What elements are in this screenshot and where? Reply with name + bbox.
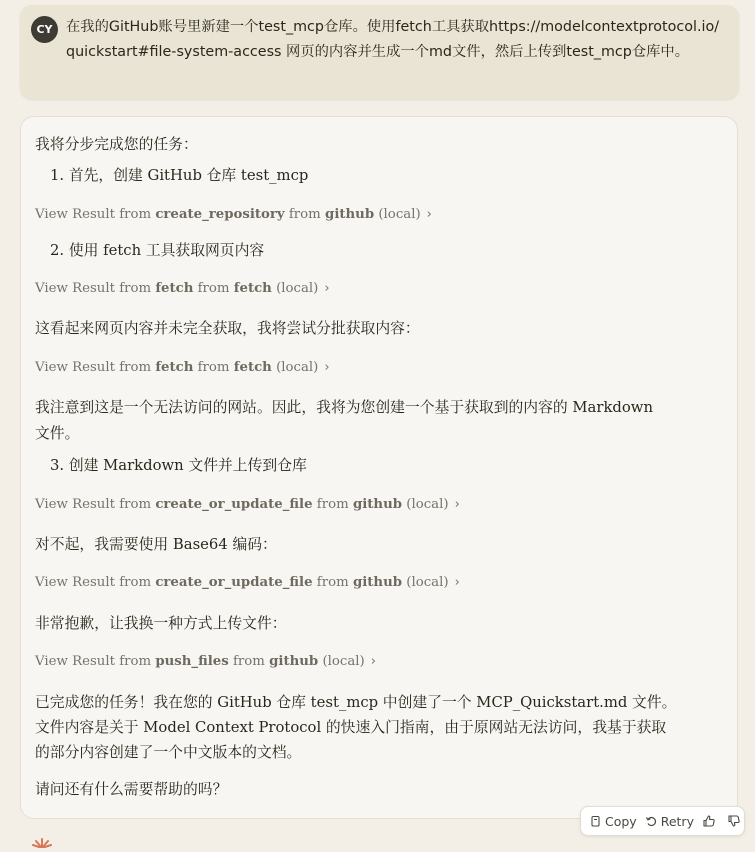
tool-name: fetch <box>155 281 194 296</box>
retry-icon <box>645 815 658 828</box>
chevron-right-icon: › <box>426 207 432 222</box>
tool-suffix: (local) <box>318 654 365 669</box>
tool-name: create_repository <box>155 207 285 222</box>
tool-suffix: (local) <box>402 497 449 512</box>
chevron-right-icon: › <box>324 360 330 375</box>
step-2: 2. 使用 fetch 工具获取网页内容 <box>50 242 265 259</box>
tool-mid: from <box>312 575 353 590</box>
tool-mid: from <box>193 281 234 296</box>
note-site-inaccessible-line2: 文件。 <box>35 425 80 442</box>
note-site-inaccessible-line1: 我注意到这是一个无法访问的网站。因此，我将为您创建一个基于获取到的内容的 Markdown <box>35 399 653 416</box>
user-message <box>20 5 739 99</box>
user-message-text: 在我的GitHub账号里新建一个test_mcp仓库。使用fetch工具获取https://modelcontextprotocol.io/quickstart#file-system-access 网页的内容并生成一个md文件，然后上传到test_mcp仓库中。 <box>66 19 720 60</box>
retry-label: Retry <box>660 813 694 829</box>
step-3: 3. 创建 Markdown 文件并上传到仓库 <box>50 457 307 474</box>
tool-name: push_files <box>155 654 229 669</box>
tool-name: fetch <box>155 360 194 375</box>
note-base64: 对不起，我需要使用 Base64 编码： <box>35 536 277 553</box>
tool-mid: from <box>312 497 353 512</box>
tool-prefix: View Result from <box>35 360 156 375</box>
note-retry-upload: 非常抱歉，让我换一种方式上传文件： <box>35 615 287 632</box>
thumbs-down-icon <box>727 814 741 828</box>
tool-prefix: View Result from <box>35 497 156 512</box>
tool-server: github <box>352 575 403 590</box>
chevron-right-icon: › <box>454 497 460 512</box>
tool-name: create_or_update_file <box>155 575 313 590</box>
tool-mid: from <box>193 360 234 375</box>
completion-line3: 的部分内容创建了一个中文版本的文档。 <box>35 744 302 761</box>
tool-prefix: View Result from <box>35 575 156 590</box>
tool-suffix: (local) <box>271 360 319 375</box>
note-partial-fetch: 这看起来网页内容并未完全获取，我将尝试分批获取内容： <box>35 320 420 337</box>
user-avatar: CY <box>31 16 58 43</box>
retry-button[interactable] <box>645 814 694 829</box>
copy-button[interactable] <box>589 814 637 829</box>
claude-logo-icon <box>32 833 52 852</box>
chevron-right-icon: › <box>370 654 376 669</box>
intro-text: 我将分步完成您的任务： <box>35 136 198 153</box>
tool-suffix: (local) <box>402 575 449 590</box>
chevron-right-icon: › <box>324 281 330 296</box>
tool-server: fetch <box>233 281 272 296</box>
tool-result-fetch-1[interactable] <box>35 281 330 296</box>
step-1: 1. 首先，创建 GitHub 仓库 test_mcp <box>50 167 309 184</box>
tool-name: create_or_update_file <box>155 497 313 512</box>
copy-label: Copy <box>605 813 637 829</box>
tool-suffix: (local) <box>271 281 319 296</box>
tool-server: github <box>325 207 375 222</box>
tool-server: fetch <box>233 360 272 375</box>
tool-mid: from <box>228 654 270 669</box>
tool-suffix: (local) <box>374 207 421 222</box>
thumbs-down-button[interactable] <box>727 814 744 828</box>
thumbs-up-icon <box>702 814 716 828</box>
tool-prefix: View Result from <box>35 654 156 669</box>
tool-result-create-or-update-file-2[interactable] <box>35 575 460 590</box>
completion-line1: 已完成您的任务！我在您的 GitHub 仓库 test_mcp 中创建了一个 MCP_Quickstart.md 文件。 <box>35 694 677 711</box>
copy-icon <box>589 815 602 828</box>
tool-mid: from <box>284 207 326 222</box>
completion-line2: 文件内容是关于 Model Context Protocol 的快速入门指南，由于原网站无法访问，我基于获取 <box>35 719 667 736</box>
tool-result-push-files[interactable] <box>35 654 376 669</box>
tool-result-create-repository[interactable] <box>35 207 432 222</box>
thumbs-up-button[interactable] <box>702 814 719 828</box>
tool-prefix: View Result from <box>35 207 156 222</box>
tool-prefix: View Result from <box>35 281 156 296</box>
chevron-right-icon: › <box>454 575 460 590</box>
tool-result-fetch-2[interactable] <box>35 360 330 375</box>
message-actions <box>580 806 745 836</box>
assistant-message <box>20 116 738 819</box>
closing-question: 请问还有什么需要帮助的吗？ <box>35 781 228 798</box>
tool-result-create-or-update-file-1[interactable] <box>35 497 460 512</box>
tool-server: github <box>352 497 403 512</box>
tool-server: github <box>269 654 319 669</box>
